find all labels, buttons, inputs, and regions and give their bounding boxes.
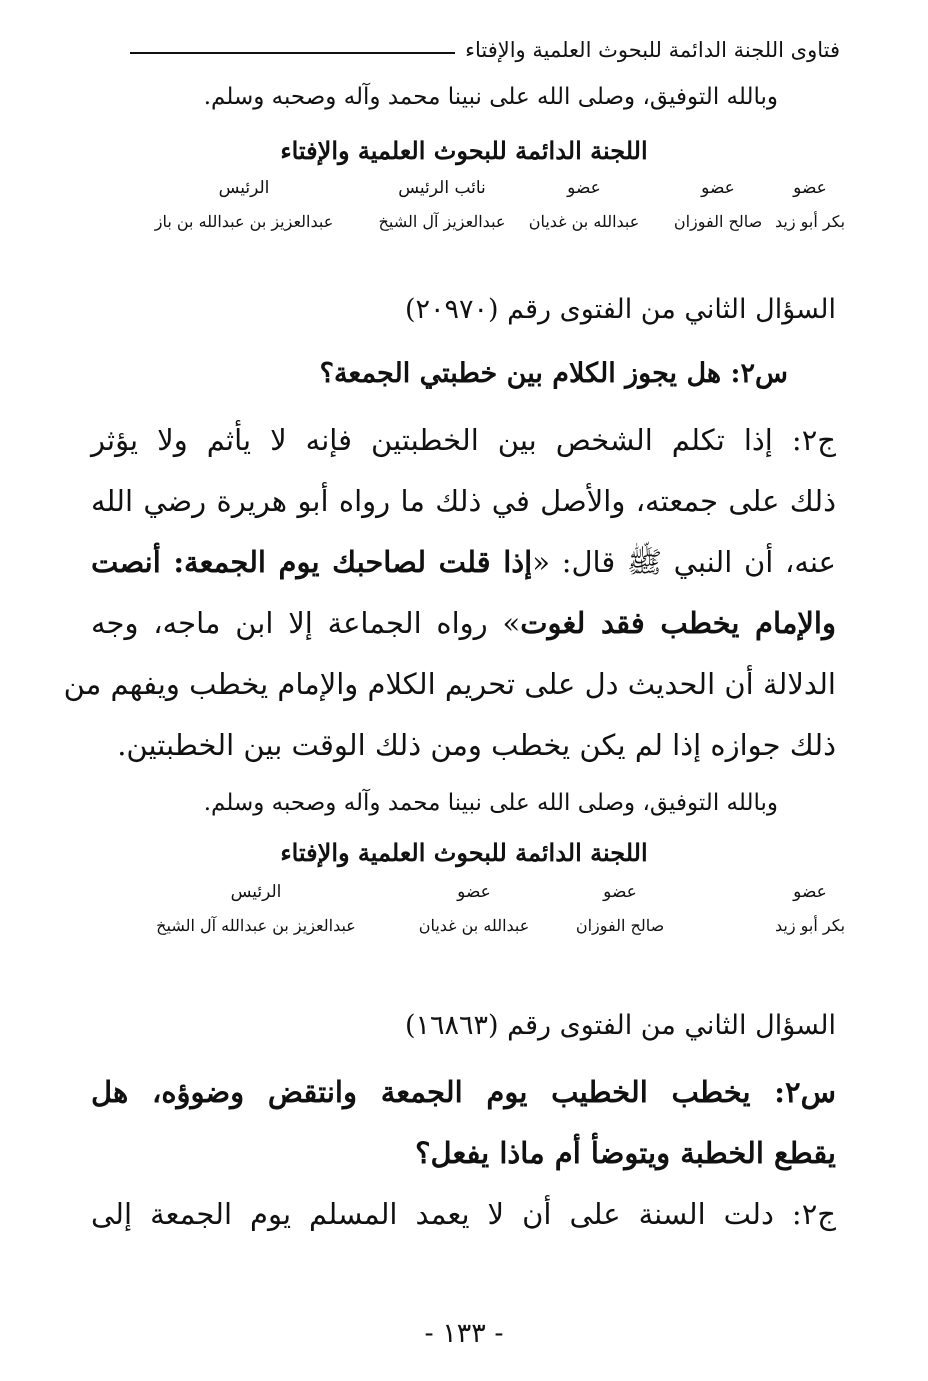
question-line: يقطع الخطبة ويتوضأ أم ماذا يفعل؟ bbox=[415, 1136, 836, 1170]
fatwa-reference: السؤال الثاني من الفتوى رقم (١٦٨٦٣) bbox=[404, 1010, 836, 1041]
signatory-role: عضو bbox=[701, 178, 735, 198]
committee-title: اللجنة الدائمة للبحوث العلمية والإفتاء bbox=[280, 838, 648, 867]
signatory-role: عضو bbox=[457, 882, 491, 902]
signatory-name: بكر أبو زيد bbox=[774, 212, 846, 231]
answer-text: عنه، أن النبي ﷺ قال: « bbox=[532, 545, 836, 579]
signatory-name: عبدالله بن غديان bbox=[418, 916, 530, 935]
header-title: فتاوى اللجنة الدائمة للبحوث العلمية والإفتاء bbox=[465, 38, 840, 62]
signatory-name: بكر أبو زيد bbox=[774, 916, 846, 935]
closing-formula: وبالله التوفيق، وصلى الله على نبينا محمد وآله وصحبه وسلم. bbox=[203, 790, 778, 816]
signatory-role: الرئيس bbox=[218, 178, 270, 198]
answer-line bbox=[91, 532, 836, 593]
answer-line: ج٢: إذا تكلم الشخص بين الخطبتين فإنه لا يأثم ولا يؤثر bbox=[91, 423, 836, 457]
signatory-name: صالح الفوزان bbox=[673, 212, 763, 231]
answer-line: الدلالة أن الحديث دل على تحريم الكلام والإمام يخطب ويفهم من bbox=[63, 667, 836, 701]
hadith-quote: إذا قلت لصاحبك يوم الجمعة: أنصت bbox=[91, 545, 533, 579]
signatory-role: عضو bbox=[793, 178, 827, 198]
answer-paragraph bbox=[91, 1184, 836, 1245]
fatwa-reference: السؤال الثاني من الفتوى رقم (٢٠٩٧٠) bbox=[404, 294, 836, 325]
signatory bbox=[134, 178, 354, 231]
answer-line bbox=[91, 593, 836, 654]
committee-title: اللجنة الدائمة للبحوث العلمية والإفتاء bbox=[280, 136, 648, 165]
signatory-name: صالح الفوزان bbox=[575, 916, 665, 935]
signatory-name: عبدالعزيز بن عبدالله آل الشيخ bbox=[156, 916, 356, 935]
answer-line: ج٢: دلت السنة على أن لا يعمد المسلم يوم الجمعة إلى bbox=[91, 1197, 836, 1231]
signatory bbox=[720, 882, 900, 935]
question-line: س٢: يخطب الخطيب يوم الجمعة وانتقض وضوؤه، هل bbox=[91, 1075, 836, 1109]
signatory bbox=[384, 882, 564, 935]
answer-text: » رواه الجماعة إلا ابن ماجه، وجه bbox=[91, 606, 521, 640]
signatory-role: عضو bbox=[793, 882, 827, 902]
signatory bbox=[136, 882, 376, 935]
question-text: س٢: هل يجوز الكلام بين خطبتي الجمعة؟ bbox=[319, 358, 788, 389]
answer-line: ذلك جوازه إذا لم يكن يخطب ومن ذلك الوقت بين الخطبتين. bbox=[117, 728, 836, 762]
signatory-role: الرئيس bbox=[230, 882, 282, 902]
signatory-role: نائب الرئيس bbox=[398, 178, 486, 198]
header-rule bbox=[130, 52, 455, 54]
closing-formula: وبالله التوفيق، وصلى الله على نبينا محمد وآله وصحبه وسلم. bbox=[203, 84, 778, 110]
signatory-role: عضو bbox=[603, 882, 637, 902]
hadith-quote: والإمام يخطب فقد لغوت bbox=[520, 606, 836, 640]
question-text bbox=[91, 1062, 836, 1184]
signatory-name: عبدالله بن غديان bbox=[528, 212, 640, 231]
signatory-name: عبدالعزيز بن عبدالله بن باز bbox=[154, 212, 334, 231]
answer-line: ذلك على جمعته، والأصل في ذلك ما رواه أبو هريرة رضي الله bbox=[91, 484, 836, 518]
running-header bbox=[130, 30, 840, 70]
signatory bbox=[352, 178, 532, 231]
answer-paragraph bbox=[63, 410, 836, 776]
signatory-role: عضو bbox=[567, 178, 601, 198]
signatory-name: عبدالعزيز آل الشيخ bbox=[378, 212, 506, 231]
page-number: - ١٣٣ - bbox=[424, 1318, 504, 1349]
